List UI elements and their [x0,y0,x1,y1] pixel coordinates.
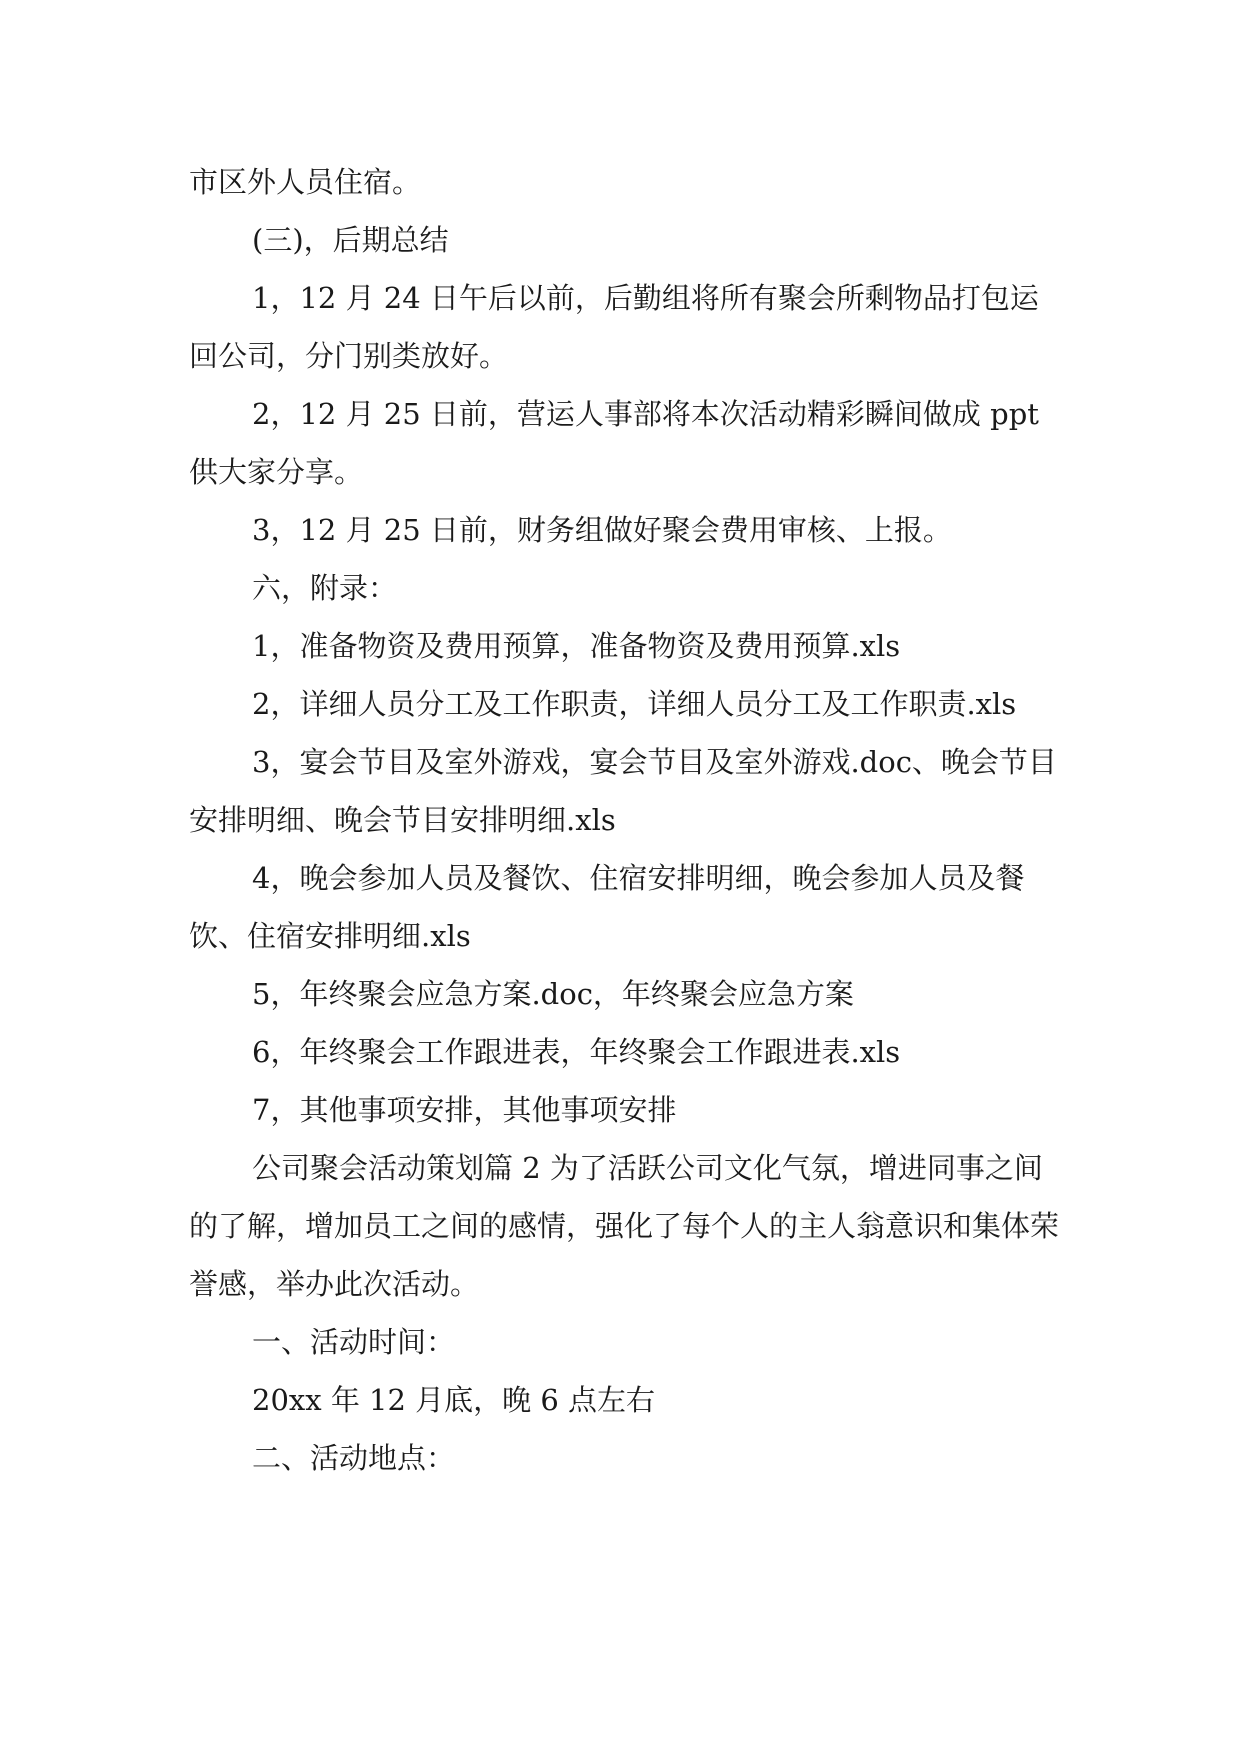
list-item: 1，12 月 24 日午后以前，后勤组将所有聚会所剩物品打包运回公司，分门别类放好。 [189,281,1039,373]
list-item: 4，晚会参加人员及餐饮、住宿安排明细，晚会参加人员及餐饮、住宿安排明细.xls [189,861,1025,953]
list-item: 6，年终聚会工作跟进表，年终聚会工作跟进表.xls [252,1035,901,1069]
list-item: 7，其他事项安排，其他事项安排 [252,1093,677,1127]
list-item: 2，详细人员分工及工作职责，详细人员分工及工作职责.xls [252,687,1017,721]
section-heading: 二、活动地点： [252,1441,456,1475]
paragraph: 市区外人员住宿。 [189,165,422,199]
section-heading: 一、活动时间： [252,1325,456,1359]
section-heading: (三)，后期总结 [252,223,449,257]
list-item: 2，12 月 25 日前，营运人事部将本次活动精彩瞬间做成 ppt 供大家分享。 [189,397,1049,489]
paragraph: 20xx 年 12 月底，晚 6 点左右 [252,1383,656,1417]
section-heading: 六，附录： [252,571,398,605]
document-page [189,153,1059,1487]
list-item: 1，准备物资及费用预算，准备物资及费用预算.xls [252,629,901,663]
list-item: 5，年终聚会应急方案.doc，年终聚会应急方案 [252,977,854,1011]
list-item: 3，12 月 25 日前，财务组做好聚会费用审核、上报。 [252,513,952,547]
list-item: 3，宴会节目及室外游戏，宴会节目及室外游戏.doc、晚会节目安排明细、晚会节目安排明细.xls [189,745,1057,837]
paragraph: 公司聚会活动策划篇 2 为了活跃公司文化气氛，增进同事之间的了解，增加员工之间的感情，强化了每个人的主人翁意识和集体荣誉感，举办此次活动。 [189,1151,1060,1301]
